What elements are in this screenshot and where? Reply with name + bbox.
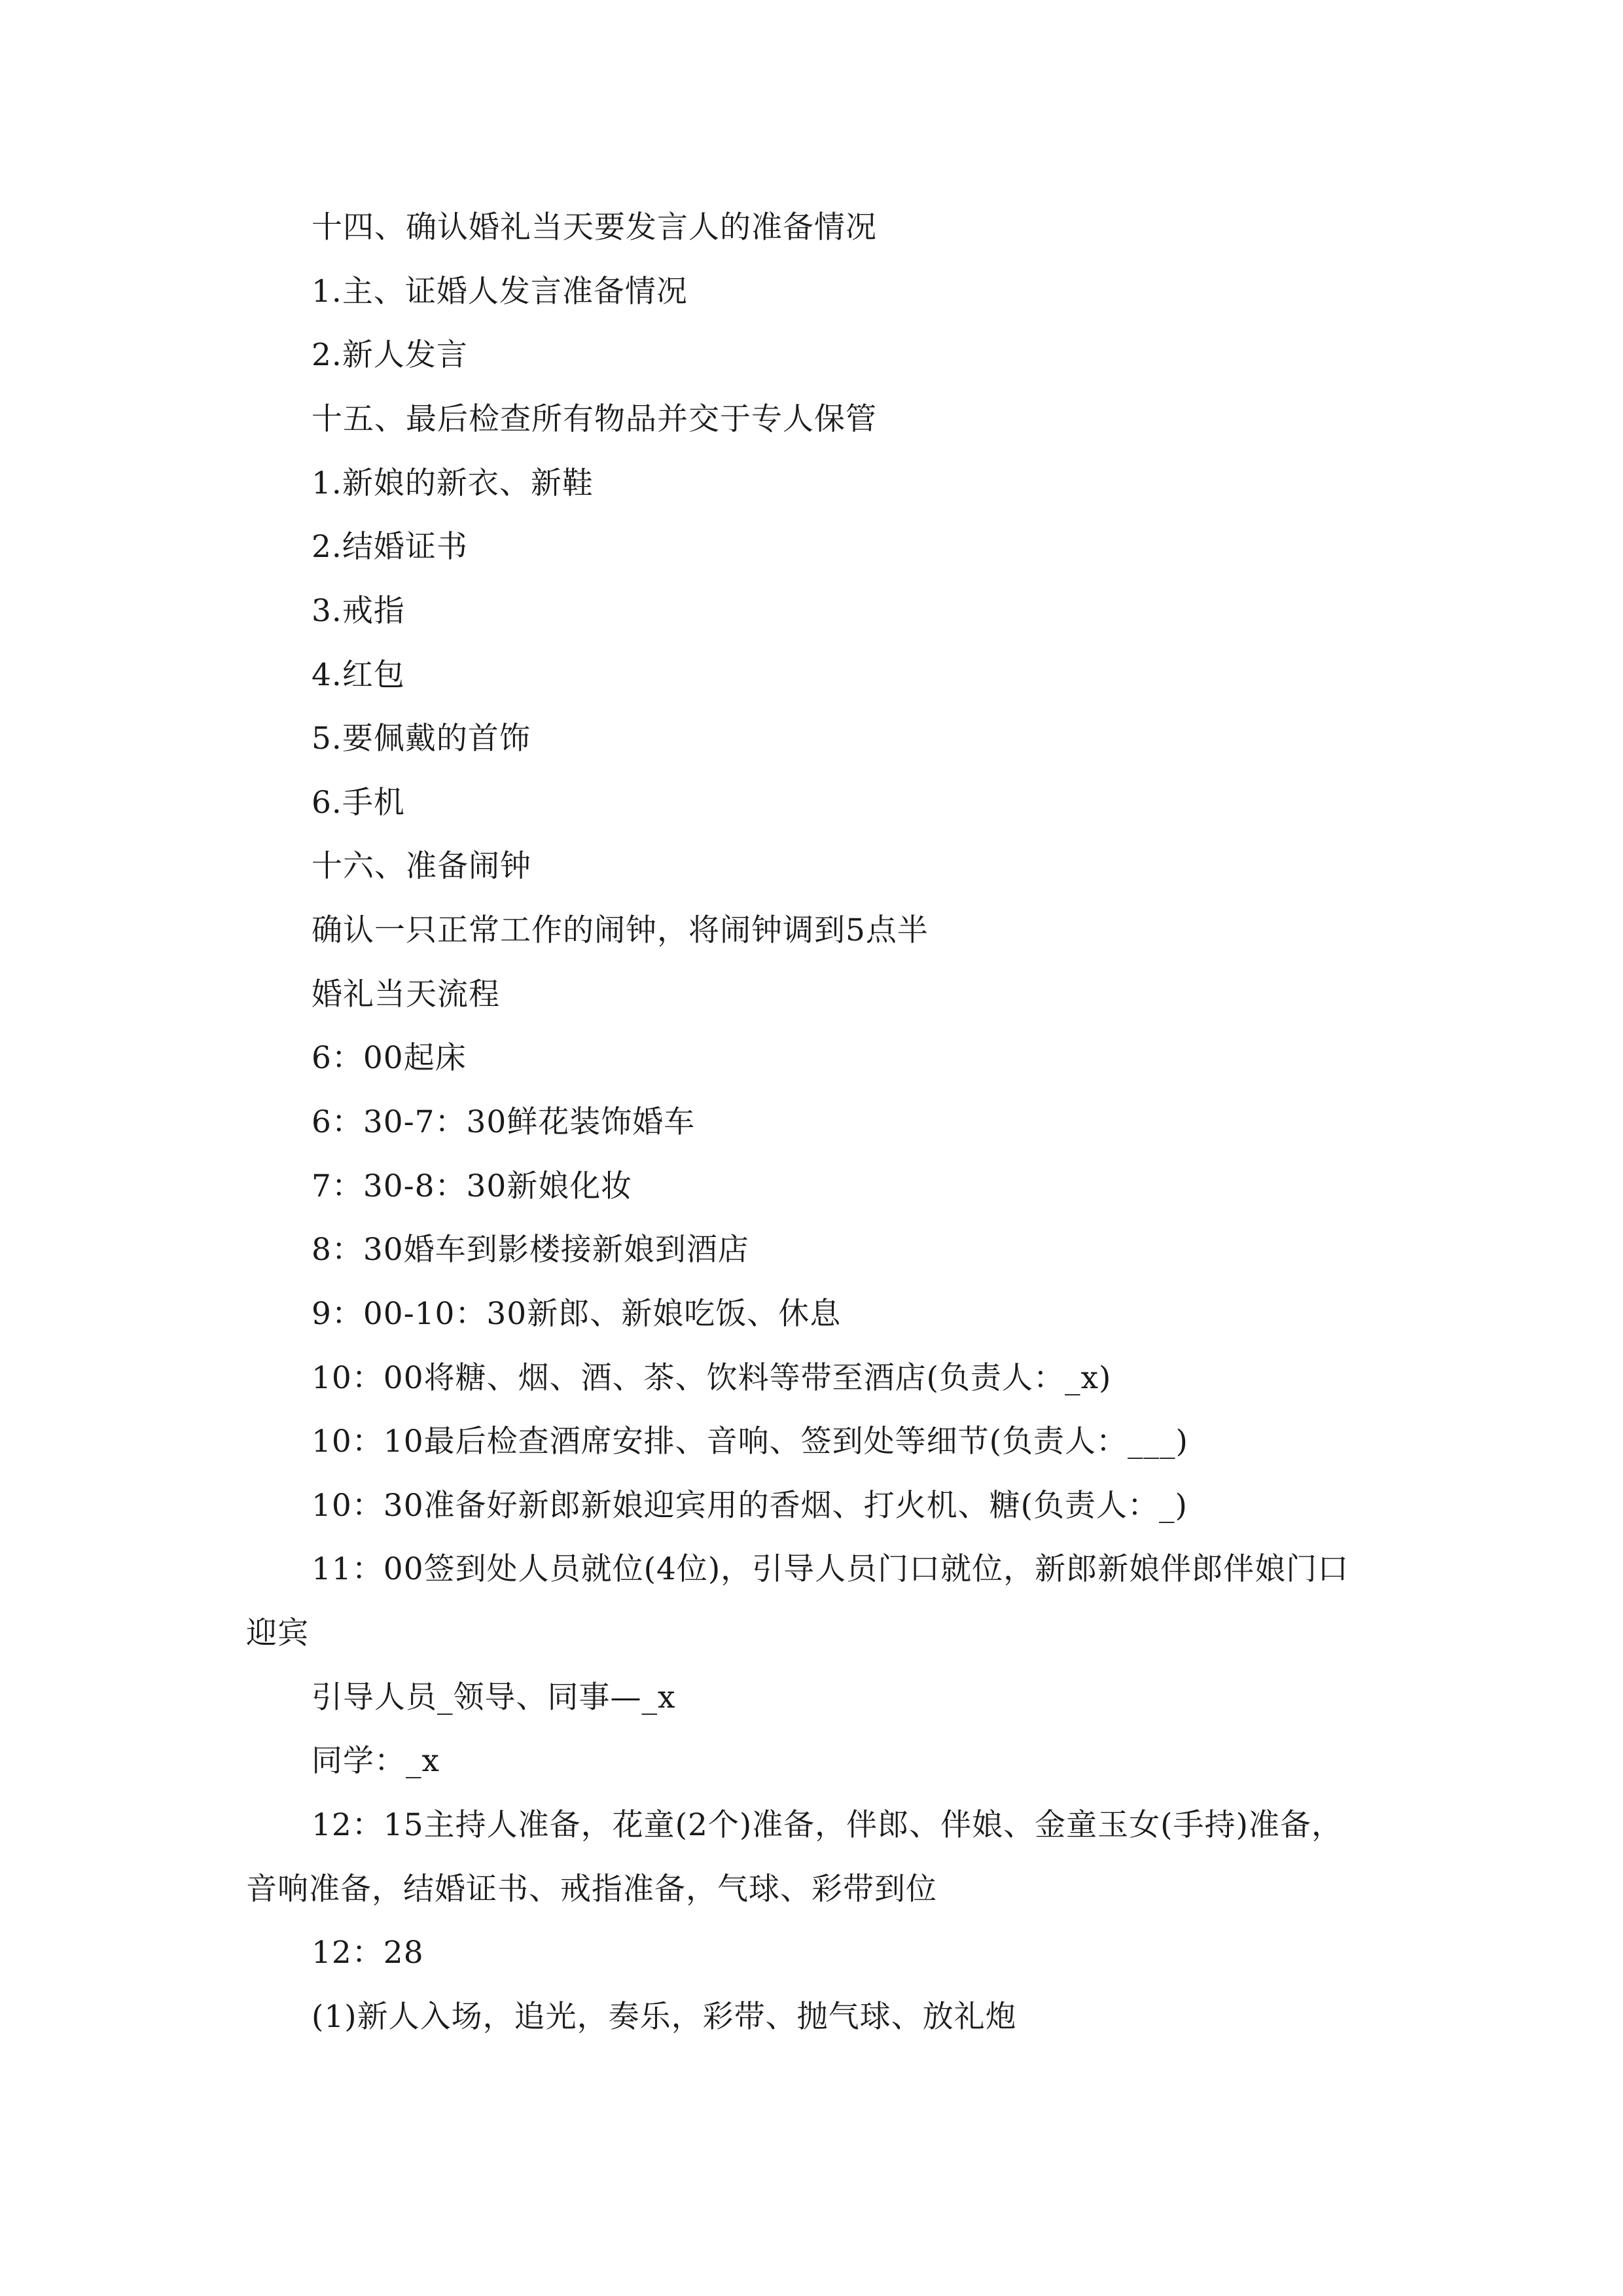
list-item: 6.手机 bbox=[312, 785, 405, 821]
list-item: 3.戒指 bbox=[312, 593, 405, 629]
paragraph: 引导人员_领导、同事—_x bbox=[312, 1679, 676, 1715]
section-heading-16: 十六、准备闹钟 bbox=[312, 848, 531, 884]
section-heading-14: 十四、确认婚礼当天要发言人的准备情况 bbox=[312, 209, 877, 245]
schedule-item: (1)新人入场，追光，奏乐，彩带、抛气球、放礼炮 bbox=[312, 1999, 1017, 2035]
list-item: 5.要佩戴的首饰 bbox=[312, 721, 531, 757]
list-item: 2.结婚证书 bbox=[312, 529, 468, 565]
paragraph: 确认一只正常工作的闹钟，将闹钟调到5点半 bbox=[312, 912, 929, 948]
schedule-heading: 婚礼当天流程 bbox=[312, 977, 500, 1013]
schedule-item: 8：30婚车到影楼接新娘到酒店 bbox=[312, 1232, 749, 1268]
schedule-item: 10：30准备好新郎新娘迎宾用的香烟、打火机、糖(负责人：_) bbox=[312, 1488, 1188, 1524]
list-item: 2.新人发言 bbox=[312, 337, 468, 373]
schedule-item: 12：15主持人准备，花童(2个)准备，伴郎、伴娘、金童玉女(手持)准备， bbox=[312, 1807, 1343, 1843]
list-item: 1.主、证婚人发言准备情况 bbox=[312, 274, 688, 310]
schedule-item: 10：10最后检查酒席安排、音响、签到处等细节(负责人：___) bbox=[312, 1424, 1188, 1460]
schedule-item: 11：00签到处人员就位(4位)，引导人员门口就位，新郎新娘伴郎伴娘门口 bbox=[312, 1551, 1349, 1587]
schedule-item: 6：00起床 bbox=[312, 1040, 467, 1076]
list-item: 1.新娘的新衣、新鞋 bbox=[312, 465, 594, 501]
schedule-item: 6：30-7：30鲜花装饰婚车 bbox=[312, 1104, 696, 1140]
list-item: 4.红包 bbox=[312, 657, 405, 693]
paragraph: 同学：_x bbox=[312, 1743, 440, 1779]
schedule-item-continued: 迎宾 bbox=[246, 1615, 309, 1651]
schedule-item: 10：00将糖、烟、酒、茶、饮料等带至酒店(负责人：_x) bbox=[312, 1360, 1112, 1396]
schedule-item: 7：30-8：30新娘化妆 bbox=[312, 1168, 633, 1204]
schedule-item-continued: 音响准备，结婚证书、戒指准备，气球、彩带到位 bbox=[246, 1871, 937, 1907]
section-heading-15: 十五、最后检查所有物品并交于专人保管 bbox=[312, 401, 877, 437]
schedule-item: 9：00-10：30新郎、新娘吃饭、休息 bbox=[312, 1296, 842, 1332]
schedule-item: 12：28 bbox=[312, 1935, 424, 1971]
